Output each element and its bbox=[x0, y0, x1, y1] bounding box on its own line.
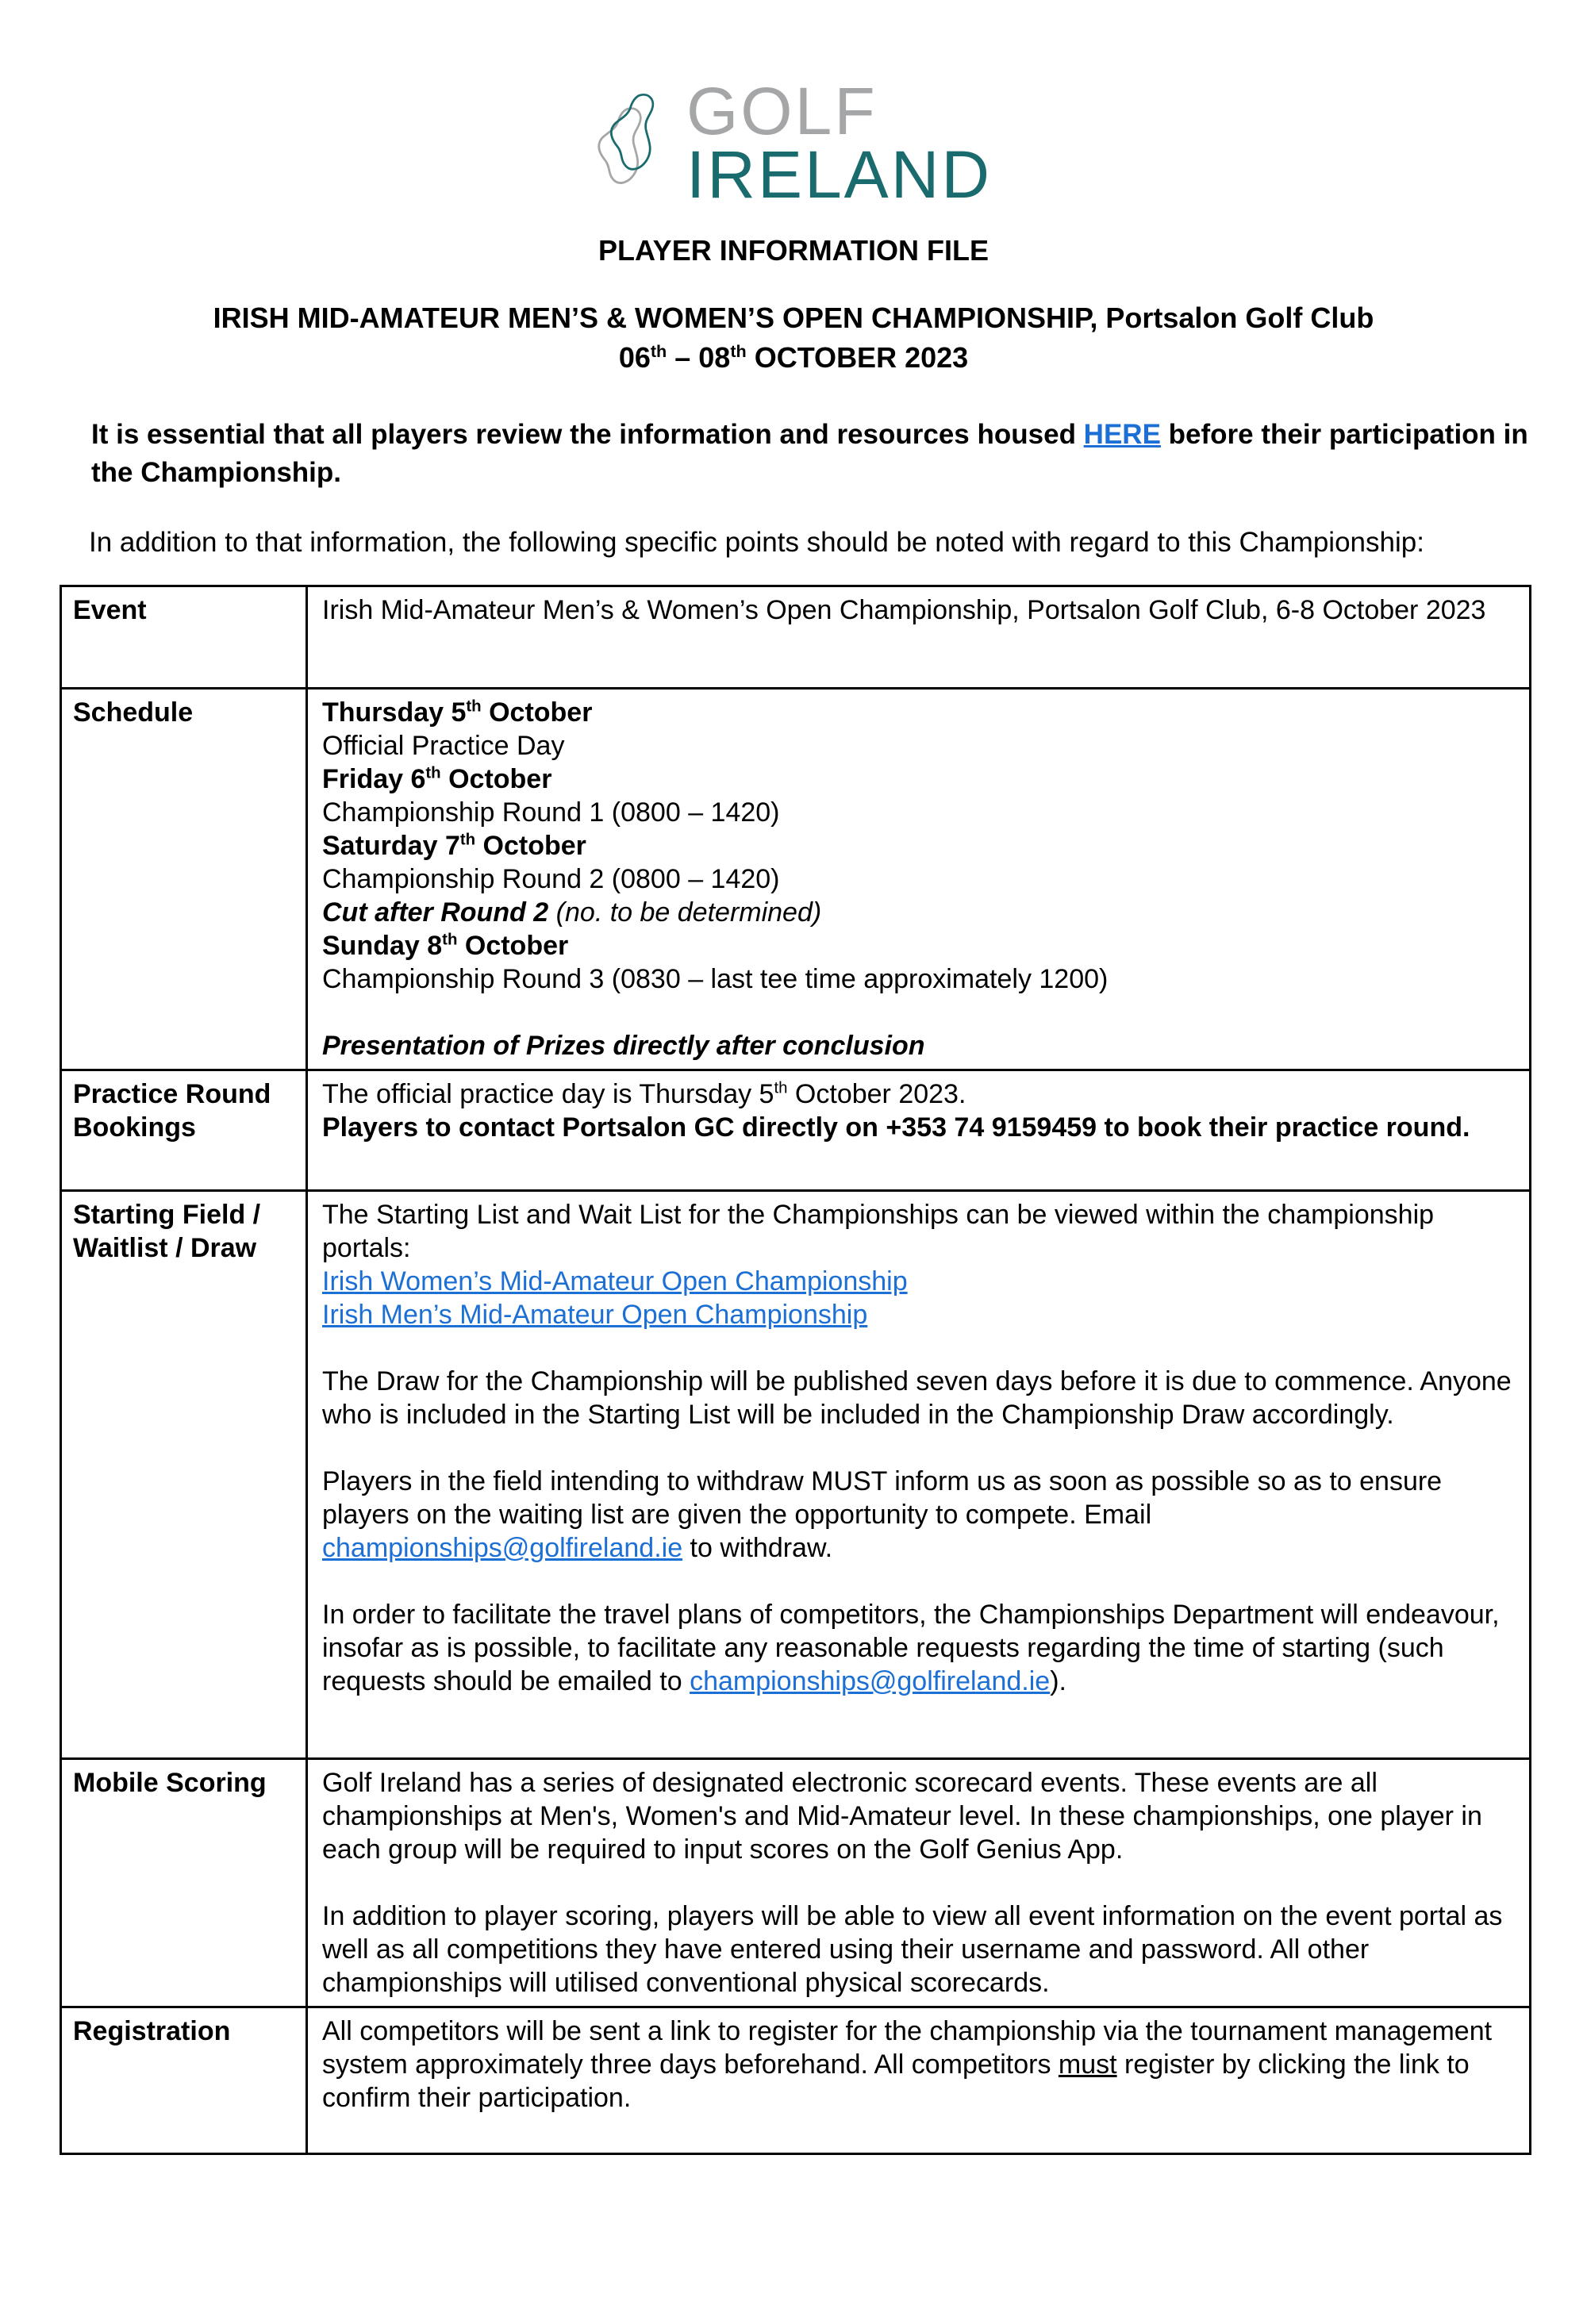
text-segment: October bbox=[475, 831, 586, 861]
text-segment: register by clicking the link to confirm their participation. bbox=[322, 2049, 1470, 2113]
superscript: th bbox=[774, 1079, 788, 1097]
row-content bbox=[308, 690, 1529, 1069]
here-link[interactable]: HERE bbox=[1083, 419, 1161, 450]
blank-line bbox=[322, 1565, 1515, 1598]
content-paragraph bbox=[322, 796, 1515, 829]
row-content bbox=[308, 1071, 1529, 1189]
content-paragraph bbox=[322, 962, 1515, 996]
text-segment: Cut after Round 2 bbox=[322, 897, 556, 928]
text-segment: ). bbox=[1050, 1666, 1066, 1696]
text-segment: Championship Round 2 (0800 – 1420) bbox=[322, 864, 780, 894]
content-paragraph bbox=[322, 1265, 1515, 1298]
text-segment: must bbox=[1058, 2049, 1117, 2080]
content-paragraph bbox=[322, 1298, 1515, 1331]
table-row-mobile-scoring bbox=[62, 1757, 1529, 2006]
content-paragraph bbox=[322, 829, 1515, 862]
text-segment: Sunday 8 bbox=[322, 931, 443, 961]
text-segment bbox=[774, 1079, 787, 1109]
row-label-text: Starting Field / Waitlist / Draw bbox=[73, 1200, 261, 1263]
text-segment: Official Practice Day bbox=[322, 731, 565, 761]
content-paragraph bbox=[322, 696, 1515, 729]
text-segment: October bbox=[481, 697, 593, 728]
text-segment bbox=[460, 831, 475, 861]
text-segment bbox=[425, 764, 440, 794]
text-segment bbox=[466, 697, 481, 728]
logo-word-ireland: IRELAND bbox=[686, 137, 993, 212]
table-row-schedule bbox=[62, 687, 1529, 1069]
row-label bbox=[62, 1071, 308, 1189]
text-segment: Golf Ireland has a series of designated electronic scorecard events. These events are all championships at Men's, Women's and Mid-Amateur level. In these championships, one player in each group will be required to input scores on the Golf Genius App. bbox=[322, 1768, 1482, 1865]
content-paragraph bbox=[322, 862, 1515, 896]
row-label-text: Event bbox=[73, 595, 147, 625]
text-segment: In order to facilitate the travel plans of competitors, the Championships Department will endeavour, insofar as is possible, to facilitate any reasonable requests regarding the time of starting (such requests should be emailed to bbox=[322, 1600, 1500, 1696]
intro-essential bbox=[91, 416, 1531, 492]
content-paragraph bbox=[322, 729, 1515, 763]
date-separator: – 08 bbox=[667, 341, 731, 374]
island-outline-icon bbox=[595, 83, 671, 202]
text-segment: In addition to player scoring, players will be able to view all event information on the event portal as well as all competitions they have entered using their username and password. All other championships will utilised conventional physical scorecards. bbox=[322, 1901, 1503, 1998]
text-segment: Players in the field intending to withdraw MUST inform us as soon as possible so as to ensure players on the waiting list are given the opportunity to compete. Email bbox=[322, 1466, 1443, 1530]
row-label-text: Registration bbox=[73, 2016, 231, 2046]
text-segment: October 2023. bbox=[787, 1079, 966, 1109]
superscript: th bbox=[466, 697, 482, 716]
text-segment: Thursday 5 bbox=[322, 697, 467, 728]
intro-text: It is essential that all players review the information and resources housed bbox=[91, 419, 1084, 450]
info-table bbox=[60, 585, 1531, 2155]
text-segment: October bbox=[440, 764, 552, 794]
content-paragraph bbox=[322, 1029, 1515, 1062]
content-paragraph bbox=[322, 896, 1515, 929]
table-row-starting-field-waitlist-draw bbox=[62, 1189, 1529, 1757]
championship-title bbox=[0, 298, 1587, 378]
text-segment: The official practice day is Thursday 5 bbox=[322, 1079, 774, 1109]
content-paragraph bbox=[322, 1465, 1515, 1565]
date-sup: th bbox=[650, 341, 667, 361]
content-paragraph bbox=[322, 1111, 1515, 1144]
logo-wordmark bbox=[686, 74, 993, 212]
text-segment: Players to contact Portsalon GC directly on +353 74 9159459 to book their practice round. bbox=[322, 1112, 1470, 1143]
link[interactable]: championships@golfireland.ie bbox=[322, 1533, 683, 1563]
superscript: th bbox=[425, 764, 441, 782]
content-paragraph bbox=[322, 1077, 1515, 1111]
content-paragraph bbox=[322, 2015, 1515, 2115]
text-segment: The Starting List and Wait List for the Championships can be viewed within the championship portals: bbox=[322, 1200, 1435, 1263]
championship-title-line: IRISH MID-AMATEUR MEN’S & WOMEN’S OPEN CHAMPIONSHIP, Portsalon Golf Club bbox=[213, 302, 1374, 334]
table-row-registration bbox=[62, 2006, 1529, 2153]
row-label bbox=[62, 1760, 308, 2006]
text-segment: to withdraw. bbox=[682, 1533, 833, 1563]
blank-line bbox=[322, 996, 1515, 1029]
row-label bbox=[62, 1192, 308, 1757]
link[interactable]: championships@golfireland.ie bbox=[690, 1666, 1051, 1696]
row-content bbox=[308, 2008, 1529, 2153]
text-segment: Irish Mid-Amateur Men’s & Women’s Open Championship, Portsalon Golf Club, 6-8 October 2023 bbox=[322, 595, 1486, 625]
row-content bbox=[308, 587, 1529, 687]
text-segment: All competitors will be sent a link to register for the championship via the tournament management system approximately three days beforehand. All competitors bbox=[322, 2016, 1493, 2080]
row-content bbox=[308, 1760, 1529, 2006]
superscript: th bbox=[442, 931, 458, 949]
row-label-text: Mobile Scoring bbox=[73, 1768, 267, 1798]
text-segment: The Draw for the Championship will be published seven days before it is due to commence. Anyone who is included in the Starting List will be included in the Championship Draw accordingly. bbox=[322, 1366, 1512, 1430]
intro-additional: In addition to that information, the following specific points should be noted with regard to this Championship: bbox=[89, 527, 1424, 558]
content-paragraph bbox=[322, 929, 1515, 962]
text-segment: Presentation of Prizes directly after conclusion bbox=[322, 1031, 925, 1061]
golf-ireland-logo bbox=[0, 74, 1587, 212]
text-segment: Saturday 7 bbox=[322, 831, 460, 861]
content-paragraph bbox=[322, 763, 1515, 796]
text-segment: Championship Round 3 (0830 – last tee time approximately 1200) bbox=[322, 964, 1109, 994]
row-label bbox=[62, 690, 308, 1069]
text-segment: Friday 6 bbox=[322, 764, 426, 794]
text-segment: October bbox=[457, 931, 569, 961]
blank-line bbox=[322, 1866, 1515, 1900]
logo-word-golf: GOLF bbox=[686, 74, 878, 148]
page-title: PLAYER INFORMATION FILE bbox=[598, 234, 989, 267]
date-month-year: OCTOBER 2023 bbox=[746, 341, 969, 374]
content-paragraph bbox=[322, 1598, 1515, 1698]
text-segment: (no. to be determined) bbox=[555, 897, 822, 928]
superscript: th bbox=[459, 831, 476, 849]
link[interactable]: Irish Men’s Mid-Amateur Open Championship bbox=[322, 1300, 868, 1330]
date-start: 06 bbox=[618, 341, 651, 374]
table-row-event bbox=[62, 587, 1529, 687]
row-label-text: Schedule bbox=[73, 697, 194, 728]
content-paragraph bbox=[322, 1365, 1515, 1431]
text-segment bbox=[442, 931, 457, 961]
content-paragraph bbox=[322, 593, 1515, 627]
row-label-text: Practice Round Bookings bbox=[73, 1079, 271, 1143]
text-segment: Championship Round 1 (0800 – 1420) bbox=[322, 797, 780, 828]
intro-text: before their participation in the Championship. bbox=[91, 419, 1528, 488]
row-label bbox=[62, 587, 308, 687]
link[interactable]: Irish Women’s Mid-Amateur Open Championship bbox=[322, 1266, 908, 1296]
blank-line bbox=[322, 1431, 1515, 1465]
championship-dates bbox=[0, 338, 1587, 378]
content-paragraph bbox=[322, 1198, 1515, 1265]
row-content bbox=[308, 1192, 1529, 1757]
row-label bbox=[62, 2008, 308, 2153]
date-sup: th bbox=[730, 341, 747, 361]
blank-line bbox=[322, 1331, 1515, 1365]
content-paragraph bbox=[322, 1766, 1515, 1866]
table-row-practice-round-bookings bbox=[62, 1069, 1529, 1189]
content-paragraph bbox=[322, 1900, 1515, 1999]
